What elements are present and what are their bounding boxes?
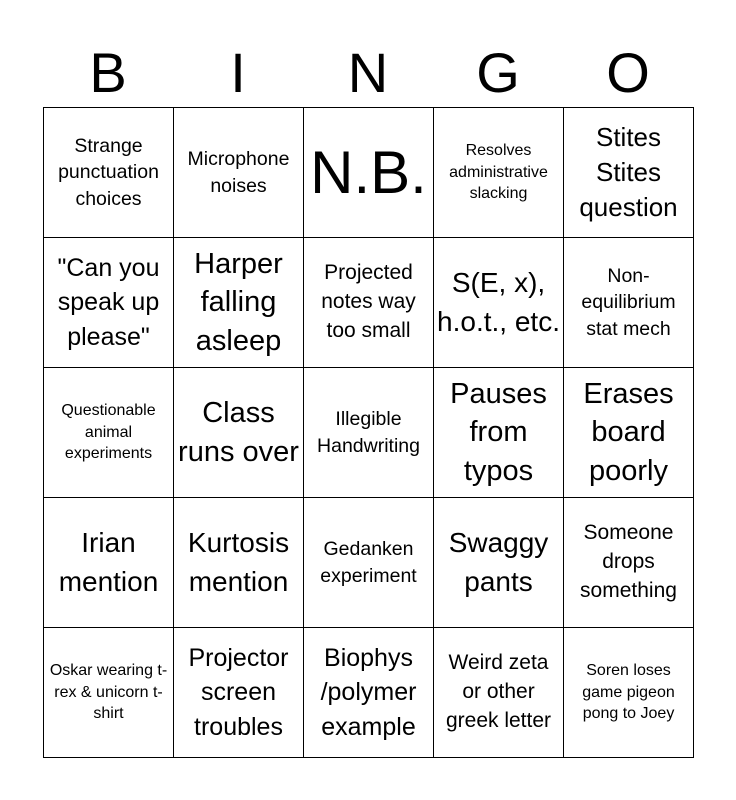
cell-text: Non-equilibrium stat mech <box>581 265 676 340</box>
bingo-cell[interactable] <box>434 368 564 498</box>
bingo-cell[interactable] <box>564 368 694 498</box>
cell-text: Harper falling asleep <box>194 247 283 357</box>
cell-text: "Can you speak up please" <box>57 253 160 351</box>
bingo-cell[interactable] <box>304 498 434 628</box>
cell-text: Kurtosis mention <box>187 527 290 597</box>
bingo-cell[interactable] <box>44 498 174 628</box>
cell-text: Resolves administrative slacking <box>449 142 548 203</box>
header-letter-i: I <box>230 41 246 104</box>
bingo-cell[interactable] <box>564 238 694 368</box>
bingo-cell[interactable] <box>564 628 694 758</box>
cell-text: N.B. <box>310 138 427 206</box>
header-letter-b: B <box>89 41 127 104</box>
cell-text: Questionable animal experiments <box>61 402 156 463</box>
cell-text: Illegible Handwriting <box>317 408 420 457</box>
bingo-cell[interactable] <box>174 108 304 238</box>
bingo-cell[interactable] <box>44 368 174 498</box>
bingo-cell[interactable] <box>44 238 174 368</box>
bingo-cell[interactable] <box>304 628 434 758</box>
bingo-cell[interactable] <box>564 108 694 238</box>
bingo-cell[interactable] <box>304 368 434 498</box>
cell-text: Class runs over <box>178 396 299 468</box>
cell-text: Gedanken experiment <box>320 538 417 587</box>
bingo-cell[interactable] <box>174 368 304 498</box>
header-letter-g: G <box>476 41 520 104</box>
cell-text: Irian mention <box>58 527 159 597</box>
bingo-grid <box>43 107 694 758</box>
cell-text: Projected notes way too small <box>321 261 416 342</box>
cell-text: S(E, x), h.o.t., etc. <box>437 267 560 337</box>
bingo-cell[interactable] <box>434 628 564 758</box>
cell-text: Weird zeta or other greek letter <box>445 651 552 732</box>
cell-text: Swaggy pants <box>448 527 549 597</box>
header-letter-n: N <box>347 41 389 104</box>
bingo-cell[interactable] <box>44 628 174 758</box>
header-letter-o: O <box>606 41 650 104</box>
cell-text: Stites Stites question <box>579 121 678 223</box>
bingo-cell[interactable] <box>304 108 434 238</box>
cell-text: Strange punctuation choices <box>58 135 159 210</box>
bingo-header <box>43 40 693 106</box>
bingo-cell[interactable] <box>44 108 174 238</box>
bingo-cell[interactable] <box>174 238 304 368</box>
bingo-cell[interactable] <box>174 498 304 628</box>
cell-text: Microphone noises <box>187 148 290 197</box>
bingo-cell[interactable] <box>174 628 304 758</box>
bingo-cell[interactable] <box>434 238 564 368</box>
cell-text: Someone drops something <box>580 521 677 602</box>
cell-text: Pauses from typos <box>450 377 547 487</box>
cell-text: Soren loses game pigeon pong to Joey <box>582 662 675 723</box>
bingo-cell[interactable] <box>434 108 564 238</box>
cell-text: Biophys /polymer example <box>320 643 417 741</box>
cell-text: Erases board poorly <box>583 377 674 487</box>
bingo-cell[interactable] <box>564 498 694 628</box>
bingo-cell[interactable] <box>304 238 434 368</box>
bingo-cell[interactable] <box>434 498 564 628</box>
cell-text: Projector screen troubles <box>188 643 289 741</box>
cell-text: Oskar wearing t-rex & unicorn t-shirt <box>49 662 168 723</box>
